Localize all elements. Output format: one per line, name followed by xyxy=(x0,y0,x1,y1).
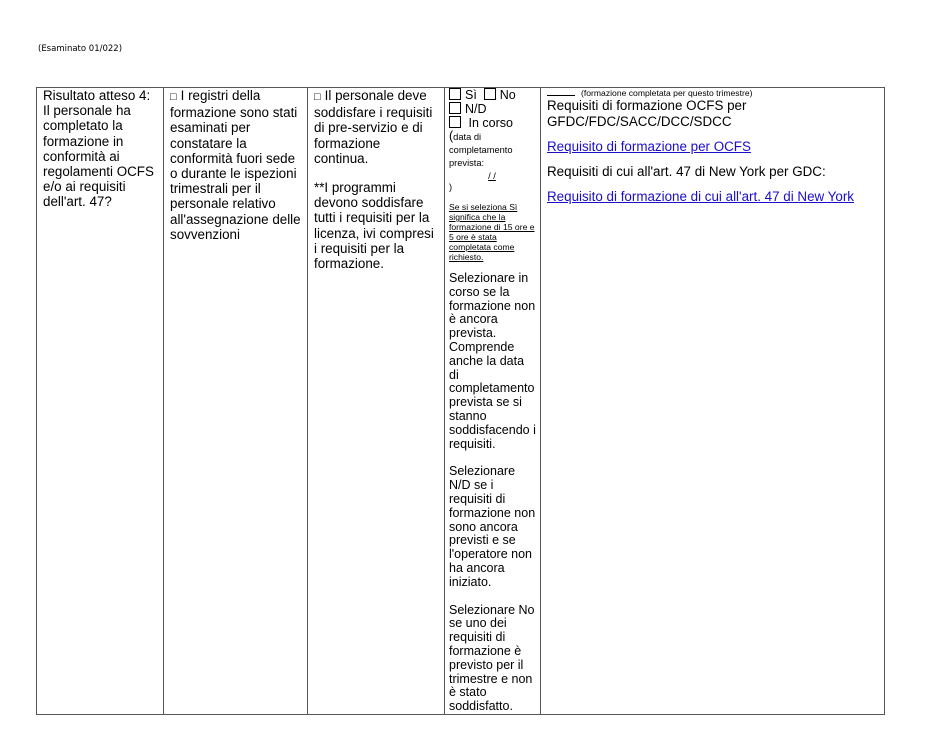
in-progress-checkbox[interactable] xyxy=(449,116,461,128)
yes-checkbox[interactable] xyxy=(449,88,461,100)
programs-note: **I programmi devono soddisfare tutti i requisiti per la licenza, ivi compresi i requisiti per la formazione. xyxy=(314,180,434,272)
no-help: Selezionare No se uno dei requisiti di formazione è previsto per il trimestre e non è stato soddisfatto. xyxy=(449,602,535,714)
yes-explanation: Se si seleziona Sì significa che la formazione di 15 ore e 5 ore è stata completata come richiesto. xyxy=(449,202,535,262)
no-checkbox[interactable] xyxy=(484,88,496,100)
close-paren: ) xyxy=(449,181,453,192)
no-label: No xyxy=(499,88,516,102)
expected-completion-label: data di completamento prevista: xyxy=(449,132,513,168)
staff-checkbox[interactable]: □ xyxy=(314,91,321,103)
staff-requirements-text: Il personale deve soddisfare i requisiti di pre-servizio e di formazione continua. xyxy=(314,88,433,166)
in-progress-label: In corso ( xyxy=(449,116,513,143)
na-label: N/D xyxy=(465,102,487,116)
art47-requirements-text: Requisiti di cui all'art. 47 di New York per GDC: xyxy=(547,164,826,179)
table-row xyxy=(37,88,885,715)
completion-date-slashes: / / xyxy=(488,171,496,181)
status-cell xyxy=(445,88,541,715)
records-checkbox[interactable]: □ xyxy=(170,91,177,103)
ocfs-requirements-text: Requisiti di formazione OCFS per GFDC/FDC/SACC/DCC/SDCC xyxy=(547,98,747,129)
expected-result-cell xyxy=(37,88,164,715)
inspection-table xyxy=(36,87,885,715)
review-date-note: (Esaminato 01/022) xyxy=(38,44,123,54)
in-progress-help: Selezionare in corso se la formazione non è ancora prevista. Comprende anche la data di completamento prevista se si stanno soddisfacendo i requisiti. xyxy=(449,271,536,451)
completed-blank-field[interactable] xyxy=(547,95,575,96)
completion-date-field[interactable] xyxy=(449,171,536,192)
yes-label: Sì xyxy=(465,88,477,102)
records-cell xyxy=(164,88,308,715)
records-text: I registri della formazione sono stati esaminati per constatare la conformità fuori sede o durante le ispezioni trimestrali per il personale relativo all'assegnazione delle sovvenzioni xyxy=(170,88,301,242)
completed-note: (formazione completata per questo trimestre) xyxy=(581,88,753,98)
ocfs-requirement-link[interactable]: Requisito di formazione per OCFS xyxy=(547,139,751,154)
na-help: Selezionare N/D se i requisiti di formazione non sono ancora previsti e se l'operatore non ha ancora iniziato. xyxy=(449,464,536,589)
expected-result-text: Risultato atteso 4: Il personale ha completato la formazione in conformità ai regolamenti OCFS e/o ai requisiti dell'art. 47? xyxy=(43,88,154,210)
na-checkbox[interactable] xyxy=(449,102,461,114)
art47-requirement-link[interactable]: Requisito di formazione di cui all'art. 47 di New York xyxy=(547,189,854,204)
notes-cell xyxy=(541,88,885,715)
staff-requirements-cell xyxy=(308,88,445,715)
